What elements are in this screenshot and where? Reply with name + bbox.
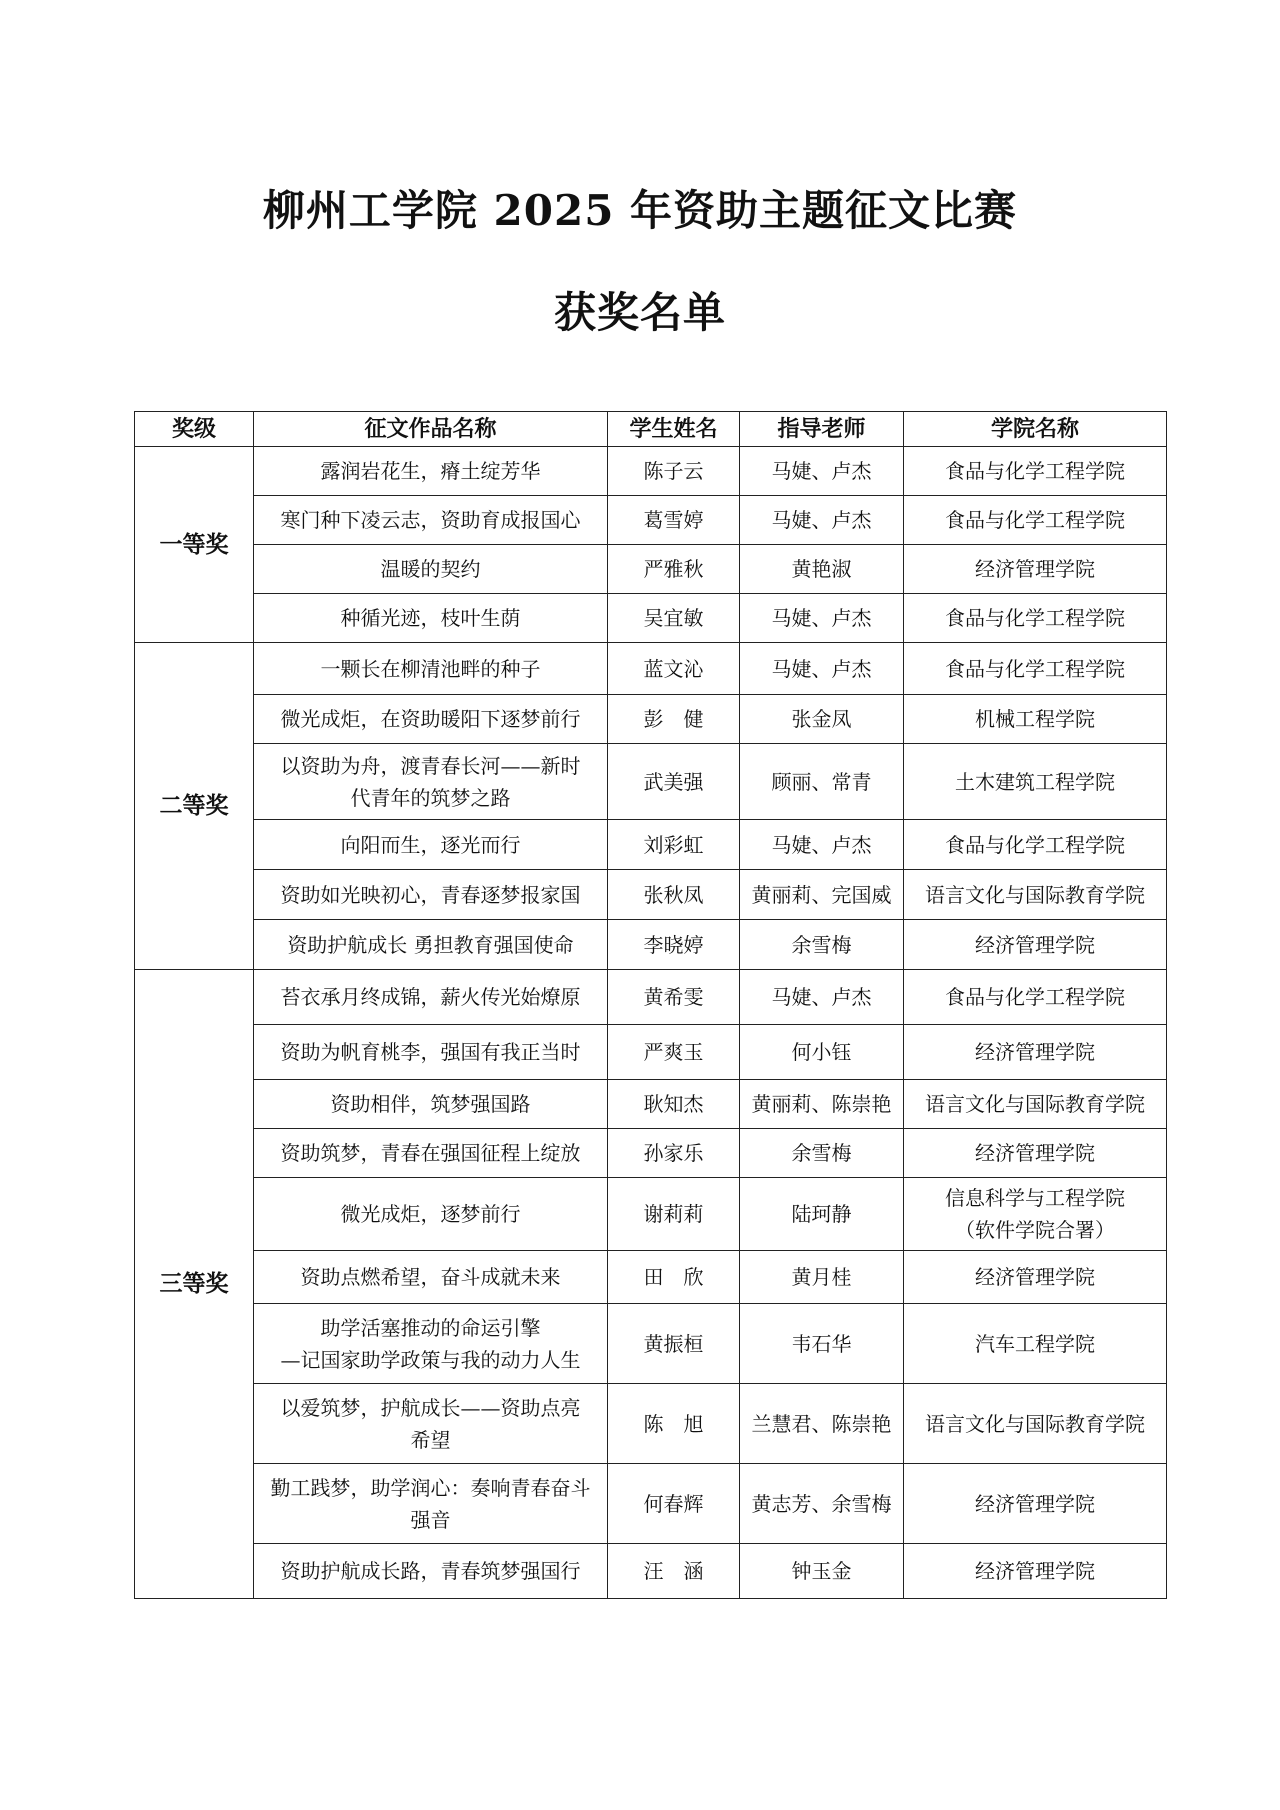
student-name-cell: 严雅秋 xyxy=(608,545,740,594)
essay-title: 以爱筑梦，护航成长——资助点亮 xyxy=(280,1395,581,1420)
essay-title-cell xyxy=(254,1544,608,1599)
college-cell xyxy=(904,1251,1167,1304)
student-name-cell: 耿知杰 xyxy=(608,1080,740,1129)
student-name-cell: 严爽玉 xyxy=(608,1025,740,1080)
college-name: 汽车工程学院 xyxy=(975,1331,1095,1356)
table-row xyxy=(135,920,1167,970)
advisor-cell: 马婕、卢杰 xyxy=(740,594,904,643)
student-name-cell: 刘彩虹 xyxy=(608,820,740,870)
college-cell xyxy=(904,447,1167,496)
advisor-cell: 黄丽莉、完国威 xyxy=(740,870,904,920)
college-name-line2: （软件学院合署） xyxy=(955,1218,1115,1242)
essay-title-cell xyxy=(254,643,608,695)
college-name: 食品与化学工程学院 xyxy=(945,832,1125,857)
essay-title: 一颗长在柳清池畔的种子 xyxy=(320,656,541,681)
table-row xyxy=(135,1025,1167,1080)
college-cell xyxy=(904,1129,1167,1178)
header-student: 学生姓名 xyxy=(608,412,740,447)
table-row xyxy=(135,594,1167,643)
student-name-cell: 田 欣 xyxy=(608,1251,740,1304)
essay-title: 资助筑梦，青春在强国征程上绽放 xyxy=(280,1141,581,1165)
student-name-cell: 汪 涵 xyxy=(608,1544,740,1599)
advisor-cell: 余雪梅 xyxy=(740,920,904,970)
advisor-cell: 韦石华 xyxy=(740,1304,904,1384)
advisor-cell: 马婕、卢杰 xyxy=(740,496,904,545)
college-name: 土木建筑工程学院 xyxy=(955,769,1115,794)
advisor-cell: 钟玉金 xyxy=(740,1544,904,1599)
advisor-cell: 黄志芳、余雪梅 xyxy=(740,1464,904,1544)
essay-title-cell xyxy=(254,1464,608,1544)
student-name-cell: 黄希雯 xyxy=(608,970,740,1025)
essay-title-cell xyxy=(254,1304,608,1384)
college-cell xyxy=(904,1304,1167,1384)
essay-title-cell xyxy=(254,870,608,920)
essay-title: 资助相伴，筑梦强国路 xyxy=(330,1092,531,1116)
essay-title-line2: 代青年的筑梦之路 xyxy=(350,785,511,810)
student-name-cell: 李晓婷 xyxy=(608,920,740,970)
table-row xyxy=(135,1304,1167,1384)
advisor-cell: 兰慧君、陈崇艳 xyxy=(740,1384,904,1464)
header-level: 奖级 xyxy=(135,412,254,447)
student-name-cell: 吴宜敏 xyxy=(608,594,740,643)
table-row xyxy=(135,1544,1167,1599)
document-subtitle: 获奖名单 xyxy=(553,288,726,337)
student-name-cell: 黄振桓 xyxy=(608,1304,740,1384)
essay-title: 资助护航成长 勇担教育强国使命 xyxy=(287,932,574,957)
essay-title: 勤工践梦，助学润心：奏响青春奋斗 xyxy=(270,1475,591,1500)
college-cell xyxy=(904,1464,1167,1544)
advisor-cell: 马婕、卢杰 xyxy=(740,643,904,695)
essay-title: 微光成炬，逐梦前行 xyxy=(340,1202,521,1226)
essay-title: 寒门种下凌云志，资助育成报国心 xyxy=(280,508,581,532)
college-name: 经济管理学院 xyxy=(975,1559,1095,1583)
essay-title-cell xyxy=(254,744,608,820)
advisor-cell: 黄艳淑 xyxy=(740,545,904,594)
college-name: 语言文化与国际教育学院 xyxy=(925,1411,1145,1436)
college-cell xyxy=(904,920,1167,970)
student-name-cell: 蓝文沁 xyxy=(608,643,740,695)
essay-title-cell xyxy=(254,496,608,545)
college-cell xyxy=(904,496,1167,545)
essay-title-cell xyxy=(254,545,608,594)
advisor-cell: 顾丽、常青 xyxy=(740,744,904,820)
awards-table xyxy=(134,411,1167,1599)
essay-title-cell xyxy=(254,1129,608,1178)
advisor-cell: 何小钰 xyxy=(740,1025,904,1080)
student-name-cell: 葛雪婷 xyxy=(608,496,740,545)
student-name-cell: 彭 健 xyxy=(608,695,740,744)
college-name: 信息科学与工程学院 xyxy=(945,1186,1125,1210)
student-name-cell: 孙家乐 xyxy=(608,1129,740,1178)
college-cell xyxy=(904,1384,1167,1464)
award-level-cell: 三等奖 xyxy=(135,970,254,1599)
college-name: 经济管理学院 xyxy=(975,1141,1095,1165)
college-name: 语言文化与国际教育学院 xyxy=(925,1092,1145,1116)
student-name-cell: 陈 旭 xyxy=(608,1384,740,1464)
student-name-cell: 陈子云 xyxy=(608,447,740,496)
essay-title-cell xyxy=(254,1178,608,1251)
essay-title: 向阳而生，逐光而行 xyxy=(340,832,521,857)
college-cell xyxy=(904,1025,1167,1080)
college-cell xyxy=(904,1178,1167,1251)
college-name: 食品与化学工程学院 xyxy=(945,606,1125,630)
advisor-cell: 余雪梅 xyxy=(740,1129,904,1178)
college-name: 食品与化学工程学院 xyxy=(945,508,1125,532)
table-row xyxy=(135,1384,1167,1464)
essay-title-cell xyxy=(254,820,608,870)
college-cell xyxy=(904,545,1167,594)
table-row xyxy=(135,1080,1167,1129)
essay-title-cell xyxy=(254,695,608,744)
table-header-row xyxy=(135,412,1167,447)
table-row xyxy=(135,447,1167,496)
college-cell xyxy=(904,643,1167,695)
college-name: 经济管理学院 xyxy=(975,1040,1095,1064)
table-row xyxy=(135,1464,1167,1544)
college-name: 机械工程学院 xyxy=(975,707,1095,731)
advisor-cell: 马婕、卢杰 xyxy=(740,970,904,1025)
college-cell xyxy=(904,594,1167,643)
essay-title-cell xyxy=(254,1384,608,1464)
document-title: 柳州工学院 2025 年资助主题征文比赛 xyxy=(262,186,1018,235)
student-name-cell: 张秋凤 xyxy=(608,870,740,920)
awards-table-body xyxy=(135,447,1167,1599)
college-name: 经济管理学院 xyxy=(975,557,1095,581)
table-row xyxy=(135,870,1167,920)
college-cell xyxy=(904,695,1167,744)
essay-title: 助学活塞推动的命运引擎 xyxy=(320,1315,541,1340)
essay-title-cell xyxy=(254,1080,608,1129)
college-name: 食品与化学工程学院 xyxy=(945,656,1125,681)
table-row xyxy=(135,643,1167,695)
college-cell xyxy=(904,970,1167,1025)
table-row xyxy=(135,970,1167,1025)
advisor-cell: 马婕、卢杰 xyxy=(740,447,904,496)
advisor-cell: 黄月桂 xyxy=(740,1251,904,1304)
essay-title: 以资助为舟，渡青春长河——新时 xyxy=(280,753,581,778)
college-name: 食品与化学工程学院 xyxy=(945,985,1125,1009)
award-level-cell: 一等奖 xyxy=(135,447,254,643)
essay-title-cell xyxy=(254,970,608,1025)
essay-title: 种循光迹，枝叶生荫 xyxy=(340,606,521,630)
essay-title-line2: —记国家助学政策与我的动力人生 xyxy=(280,1347,581,1372)
essay-title-line2: 希望 xyxy=(410,1427,451,1452)
award-level-cell: 二等奖 xyxy=(135,643,254,970)
student-name-cell: 谢莉莉 xyxy=(608,1178,740,1251)
essay-title: 资助为帆育桃李，强国有我正当时 xyxy=(280,1040,581,1064)
college-name: 食品与化学工程学院 xyxy=(945,459,1125,483)
essay-title-line2: 强音 xyxy=(410,1507,451,1532)
college-cell xyxy=(904,744,1167,820)
table-row xyxy=(135,545,1167,594)
table-row xyxy=(135,695,1167,744)
essay-title-cell xyxy=(254,1251,608,1304)
header-title: 征文作品名称 xyxy=(254,412,608,447)
student-name-cell: 武美强 xyxy=(608,744,740,820)
college-name: 经济管理学院 xyxy=(975,1491,1095,1516)
table-row xyxy=(135,496,1167,545)
advisor-cell: 马婕、卢杰 xyxy=(740,820,904,870)
advisor-cell: 黄丽莉、陈崇艳 xyxy=(740,1080,904,1129)
essay-title-cell xyxy=(254,594,608,643)
header-college: 学院名称 xyxy=(904,412,1167,447)
essay-title: 露润岩花生，瘠土绽芳华 xyxy=(320,459,541,483)
college-cell xyxy=(904,820,1167,870)
college-cell xyxy=(904,1080,1167,1129)
table-row xyxy=(135,1129,1167,1178)
essay-title-cell xyxy=(254,920,608,970)
college-name: 语言文化与国际教育学院 xyxy=(925,882,1145,907)
essay-title: 微光成炬，在资助暖阳下逐梦前行 xyxy=(280,707,581,731)
table-row xyxy=(135,744,1167,820)
table-row xyxy=(135,1178,1167,1251)
essay-title: 资助如光映初心，青春逐梦报家国 xyxy=(280,882,581,907)
table-row xyxy=(135,1251,1167,1304)
header-advisor: 指导老师 xyxy=(740,412,904,447)
advisor-cell: 张金凤 xyxy=(740,695,904,744)
college-cell xyxy=(904,870,1167,920)
essay-title: 资助护航成长路，青春筑梦强国行 xyxy=(280,1559,581,1583)
college-name: 经济管理学院 xyxy=(975,932,1095,957)
table-row xyxy=(135,820,1167,870)
college-name: 经济管理学院 xyxy=(975,1265,1095,1289)
essay-title: 资助点燃希望，奋斗成就未来 xyxy=(300,1265,561,1289)
essay-title-cell xyxy=(254,1025,608,1080)
essay-title-cell xyxy=(254,447,608,496)
student-name-cell: 何春辉 xyxy=(608,1464,740,1544)
college-cell xyxy=(904,1544,1167,1599)
essay-title: 苔衣承月终成锦，薪火传光始燎原 xyxy=(280,985,581,1009)
advisor-cell: 陆珂静 xyxy=(740,1178,904,1251)
essay-title: 温暖的契约 xyxy=(380,557,481,581)
